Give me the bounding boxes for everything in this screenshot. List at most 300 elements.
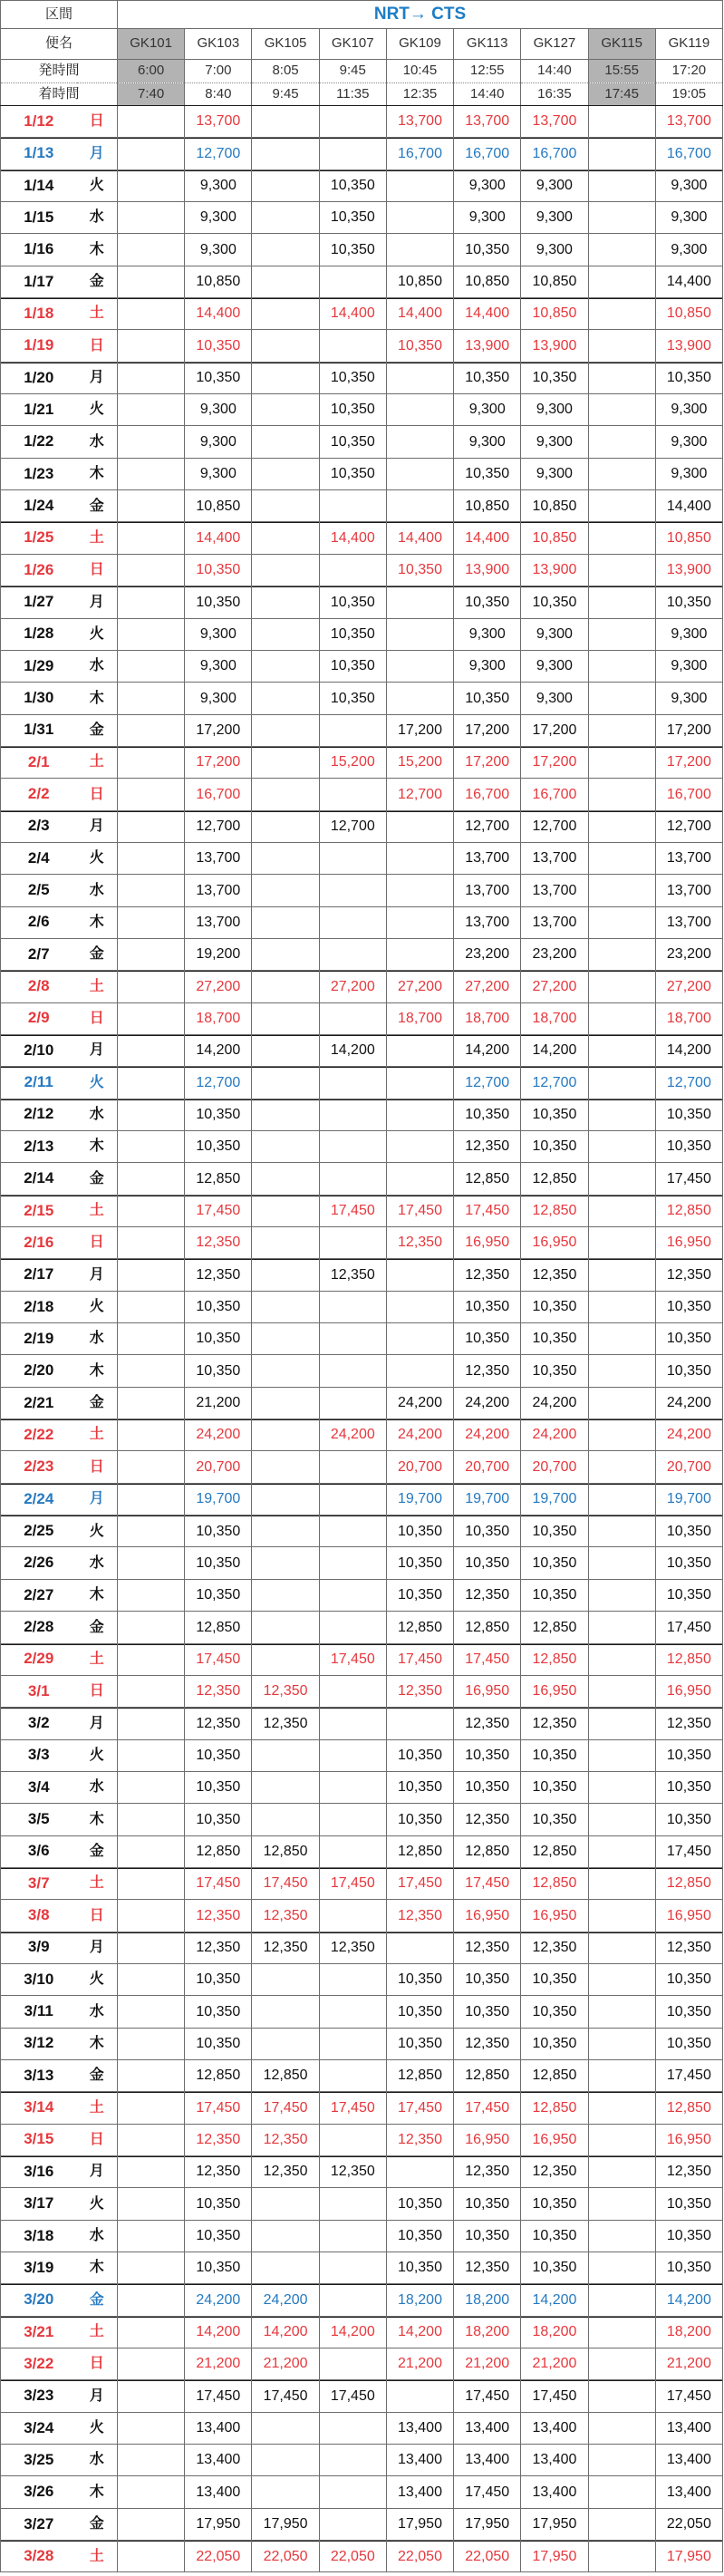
fare-cell-gk113: 12,350 <box>454 2156 521 2188</box>
fare-cell-gk103: 14,200 <box>185 2316 252 2348</box>
fare-cell-gk107: 10,350 <box>319 362 386 393</box>
fare-row <box>1 779 723 810</box>
fare-cell-gk105 <box>252 394 319 426</box>
fare-cell-gk101 <box>118 683 185 714</box>
fare-cell-gk101 <box>118 2508 185 2540</box>
fare-cell-gk127: 21,200 <box>521 2348 588 2380</box>
fare-row <box>1 1259 723 1291</box>
date-cell: 1/25 <box>1 522 77 554</box>
fare-cell-gk101 <box>118 330 185 362</box>
fare-cell-gk113: 10,350 <box>454 1963 521 1995</box>
fare-cell-gk113: 13,700 <box>454 842 521 874</box>
fare-cell-gk127: 16,700 <box>521 779 588 810</box>
fare-cell-gk119: 24,200 <box>655 1419 722 1451</box>
date-cell: 1/22 <box>1 426 77 458</box>
fare-cell-gk107 <box>319 1675 386 1707</box>
fare-cell-gk115 <box>588 1867 655 1899</box>
fare-cell-gk119: 12,850 <box>655 1867 722 1899</box>
fare-cell-gk107 <box>319 875 386 906</box>
fare-cell-gk103: 12,350 <box>185 1227 252 1259</box>
fare-cell-gk127: 23,200 <box>521 938 588 970</box>
arrival-time-gk101: 7:40 <box>118 83 185 106</box>
fare-cell-gk115 <box>588 1387 655 1419</box>
fare-cell-gk119: 16,950 <box>655 1227 722 1259</box>
fare-cell-gk109 <box>386 938 453 970</box>
fare-cell-gk109: 10,350 <box>386 2252 453 2284</box>
flight-number-gk115: GK115 <box>588 29 655 60</box>
weekday-cell: 土 <box>77 2316 118 2348</box>
fare-cell-gk105: 24,200 <box>252 2284 319 2316</box>
fare-cell-gk109: 12,350 <box>386 2124 453 2155</box>
fare-cell-gk107: 15,200 <box>319 746 386 778</box>
fare-cell-gk109: 20,700 <box>386 1451 453 1483</box>
fare-cell-gk105 <box>252 1963 319 1995</box>
fare-cell-gk107: 10,350 <box>319 394 386 426</box>
fare-cell-gk107 <box>319 2188 386 2220</box>
weekday-cell: 火 <box>77 1516 118 1547</box>
fare-cell-gk119: 10,350 <box>655 1771 722 1803</box>
fare-cell-gk109: 13,400 <box>386 2412 453 2444</box>
date-cell: 3/8 <box>1 1900 77 1932</box>
fare-cell-gk115 <box>588 1483 655 1515</box>
fare-cell-gk119: 13,700 <box>655 875 722 906</box>
fare-cell-gk115 <box>588 2476 655 2508</box>
fare-cell-gk115 <box>588 2508 655 2540</box>
fare-cell-gk107 <box>319 1516 386 1547</box>
fare-cell-gk115 <box>588 522 655 554</box>
fare-cell-gk101 <box>118 875 185 906</box>
fare-row <box>1 2284 723 2316</box>
fare-cell-gk107: 10,350 <box>319 650 386 682</box>
fare-row <box>1 938 723 970</box>
fare-cell-gk101 <box>118 362 185 393</box>
weekday-cell: 月 <box>77 1708 118 1739</box>
date-cell: 1/15 <box>1 202 77 234</box>
fare-row <box>1 1547 723 1579</box>
fare-cell-gk105 <box>252 106 319 138</box>
fare-row <box>1 650 723 682</box>
date-cell: 3/7 <box>1 1867 77 1899</box>
fare-row <box>1 2252 723 2284</box>
fare-cell-gk107 <box>319 714 386 746</box>
fare-cell-gk113: 14,200 <box>454 1034 521 1066</box>
fare-cell-gk109: 10,350 <box>386 2028 453 2059</box>
fare-cell-gk119: 10,350 <box>655 1963 722 1995</box>
fare-cell-gk113: 10,350 <box>454 683 521 714</box>
fare-cell-gk103: 10,350 <box>185 1739 252 1771</box>
weekday-cell: 日 <box>77 106 118 138</box>
fare-cell-gk109: 13,700 <box>386 106 453 138</box>
fare-cell-gk105 <box>252 1227 319 1259</box>
fare-cell-gk127: 10,350 <box>521 1771 588 1803</box>
weekday-cell: 日 <box>77 554 118 586</box>
fare-cell-gk107 <box>319 1612 386 1643</box>
fare-cell-gk119: 10,350 <box>655 1099 722 1130</box>
fare-cell-gk109: 22,050 <box>386 2541 453 2572</box>
flight-number-gk107: GK107 <box>319 29 386 60</box>
fare-cell-gk119: 17,450 <box>655 2059 722 2091</box>
fare-cell-gk127: 12,700 <box>521 1067 588 1099</box>
flight-number-gk105: GK105 <box>252 29 319 60</box>
fare-cell-gk103: 10,350 <box>185 1516 252 1547</box>
fare-cell-gk107 <box>319 490 386 522</box>
fare-cell-gk101 <box>118 1739 185 1771</box>
fare-cell-gk127: 12,850 <box>521 2092 588 2124</box>
fare-cell-gk107: 22,050 <box>319 2541 386 2572</box>
fare-cell-gk101 <box>118 2284 185 2316</box>
fare-cell-gk101 <box>118 1708 185 1739</box>
date-cell: 3/14 <box>1 2092 77 2124</box>
fare-cell-gk107 <box>319 1163 386 1195</box>
fare-cell-gk113: 9,300 <box>454 618 521 650</box>
fare-cell-gk103: 12,350 <box>185 1932 252 1963</box>
fare-table-header <box>1 1 723 106</box>
fare-cell-gk127: 9,300 <box>521 650 588 682</box>
fare-cell-gk107 <box>319 2284 386 2316</box>
fare-cell-gk119: 17,950 <box>655 2541 722 2572</box>
fare-cell-gk101 <box>118 490 185 522</box>
fare-cell-gk119: 14,200 <box>655 2284 722 2316</box>
fare-cell-gk107 <box>319 1963 386 1995</box>
fare-cell-gk119: 9,300 <box>655 234 722 266</box>
fare-cell-gk109 <box>386 234 453 266</box>
fare-cell-gk101 <box>118 2348 185 2380</box>
fare-cell-gk107 <box>319 1804 386 1835</box>
fare-row <box>1 618 723 650</box>
fare-cell-gk107 <box>319 138 386 169</box>
fare-cell-gk127: 10,850 <box>521 298 588 330</box>
fare-cell-gk119: 17,200 <box>655 714 722 746</box>
fare-cell-gk109: 13,400 <box>386 2445 453 2476</box>
fare-cell-gk105 <box>252 1291 319 1322</box>
weekday-cell: 金 <box>77 938 118 970</box>
date-cell: 2/15 <box>1 1195 77 1226</box>
fare-cell-gk105 <box>252 2188 319 2220</box>
fare-cell-gk127: 16,950 <box>521 2124 588 2155</box>
fare-cell-gk109 <box>386 1163 453 1195</box>
fare-cell-gk127: 12,350 <box>521 2156 588 2188</box>
fare-cell-gk107 <box>319 2476 386 2508</box>
date-cell: 3/6 <box>1 1835 77 1867</box>
fare-cell-gk119: 27,200 <box>655 971 722 1002</box>
fare-cell-gk115 <box>588 1227 655 1259</box>
fare-cell-gk119: 10,350 <box>655 2220 722 2252</box>
fare-cell-gk119: 12,350 <box>655 2156 722 2188</box>
fare-cell-gk107 <box>319 2028 386 2059</box>
fare-cell-gk113: 13,400 <box>454 2445 521 2476</box>
fare-cell-gk107: 24,200 <box>319 1419 386 1451</box>
fare-cell-gk109 <box>386 169 453 201</box>
fare-cell-gk105: 12,350 <box>252 1708 319 1739</box>
fare-cell-gk109: 10,350 <box>386 1547 453 1579</box>
fare-cell-gk119: 10,350 <box>655 586 722 618</box>
fare-cell-gk105 <box>252 138 319 169</box>
fare-cell-gk103: 10,350 <box>185 1996 252 2028</box>
departure-time-gk119: 17:20 <box>655 60 722 83</box>
fare-cell-gk115 <box>588 1002 655 1034</box>
date-cell: 2/2 <box>1 779 77 810</box>
fare-cell-gk127: 20,700 <box>521 1451 588 1483</box>
fare-cell-gk127: 18,700 <box>521 1002 588 1034</box>
fare-cell-gk127: 13,400 <box>521 2476 588 2508</box>
fare-cell-gk127: 13,700 <box>521 906 588 938</box>
fare-cell-gk107: 17,450 <box>319 1867 386 1899</box>
fare-cell-gk107: 10,350 <box>319 458 386 489</box>
departure-time-gk101: 6:00 <box>118 60 185 83</box>
fare-cell-gk109 <box>386 1259 453 1291</box>
fare-cell-gk103: 12,350 <box>185 2156 252 2188</box>
date-cell: 2/28 <box>1 1612 77 1643</box>
fare-cell-gk107 <box>319 330 386 362</box>
fare-row <box>1 2476 723 2508</box>
fare-cell-gk105 <box>252 746 319 778</box>
flight-number-label: 便名 <box>1 29 118 60</box>
fare-cell-gk113: 9,300 <box>454 426 521 458</box>
fare-cell-gk113: 14,400 <box>454 522 521 554</box>
fare-cell-gk109 <box>386 683 453 714</box>
fare-cell-gk115 <box>588 2188 655 2220</box>
fare-cell-gk103: 10,350 <box>185 1547 252 1579</box>
fare-row <box>1 2092 723 2124</box>
weekday-cell: 土 <box>77 2541 118 2572</box>
fare-cell-gk103: 12,850 <box>185 1612 252 1643</box>
fare-cell-gk103: 9,300 <box>185 394 252 426</box>
fare-cell-gk109: 17,950 <box>386 2508 453 2540</box>
weekday-cell: 水 <box>77 1323 118 1355</box>
fare-cell-gk113: 12,850 <box>454 1163 521 1195</box>
fare-cell-gk113: 10,350 <box>454 234 521 266</box>
fare-cell-gk107: 12,350 <box>319 1932 386 1963</box>
fare-cell-gk127: 9,300 <box>521 234 588 266</box>
fare-cell-gk103: 16,700 <box>185 779 252 810</box>
date-cell: 3/1 <box>1 1675 77 1707</box>
flight-number-gk119: GK119 <box>655 29 722 60</box>
fare-cell-gk115 <box>588 714 655 746</box>
fare-cell-gk113: 16,950 <box>454 1227 521 1259</box>
date-cell: 2/10 <box>1 1034 77 1066</box>
fare-row <box>1 875 723 906</box>
fare-cell-gk109 <box>386 1323 453 1355</box>
fare-cell-gk103: 10,350 <box>185 1099 252 1130</box>
date-cell: 2/11 <box>1 1067 77 1099</box>
fare-row <box>1 1195 723 1226</box>
fare-cell-gk113: 12,850 <box>454 2059 521 2091</box>
fare-row <box>1 490 723 522</box>
fare-cell-gk101 <box>118 810 185 842</box>
fare-cell-gk101 <box>118 1002 185 1034</box>
fare-cell-gk107: 10,350 <box>319 618 386 650</box>
fare-cell-gk107 <box>319 1227 386 1259</box>
fare-cell-gk127: 12,350 <box>521 1259 588 1291</box>
weekday-cell: 木 <box>77 458 118 489</box>
fare-cell-gk115 <box>588 330 655 362</box>
fare-cell-gk109 <box>386 906 453 938</box>
fare-cell-gk105: 17,450 <box>252 1867 319 1899</box>
fare-cell-gk101 <box>118 169 185 201</box>
fare-cell-gk101 <box>118 2188 185 2220</box>
fare-cell-gk107 <box>319 1387 386 1419</box>
fare-cell-gk103: 10,350 <box>185 1579 252 1611</box>
fare-cell-gk103: 21,200 <box>185 2348 252 2380</box>
fare-cell-gk113: 10,350 <box>454 1323 521 1355</box>
fare-cell-gk127: 10,850 <box>521 266 588 297</box>
fare-cell-gk101 <box>118 106 185 138</box>
fare-cell-gk103: 13,700 <box>185 875 252 906</box>
fare-cell-gk113: 10,350 <box>454 458 521 489</box>
fare-cell-gk105: 17,950 <box>252 2508 319 2540</box>
fare-cell-gk113: 12,350 <box>454 1131 521 1163</box>
flight-number-row <box>1 29 723 60</box>
fare-cell-gk127: 27,200 <box>521 971 588 1002</box>
fare-cell-gk113: 12,350 <box>454 2028 521 2059</box>
weekday-cell: 水 <box>77 650 118 682</box>
date-cell: 1/24 <box>1 490 77 522</box>
fare-cell-gk109: 12,350 <box>386 1227 453 1259</box>
fare-cell-gk119: 12,350 <box>655 1932 722 1963</box>
weekday-cell: 木 <box>77 1804 118 1835</box>
fare-row <box>1 234 723 266</box>
fare-row <box>1 1451 723 1483</box>
fare-cell-gk119: 17,450 <box>655 2380 722 2412</box>
weekday-cell: 日 <box>77 1227 118 1259</box>
fare-cell-gk101 <box>118 2541 185 2572</box>
fare-cell-gk113: 17,450 <box>454 2092 521 2124</box>
fare-cell-gk107: 14,200 <box>319 1034 386 1066</box>
departure-time-gk115: 15:55 <box>588 60 655 83</box>
weekday-cell: 土 <box>77 1419 118 1451</box>
fare-cell-gk101 <box>118 746 185 778</box>
weekday-cell: 月 <box>77 138 118 169</box>
fare-cell-gk101 <box>118 1612 185 1643</box>
fare-cell-gk113: 9,300 <box>454 650 521 682</box>
weekday-cell: 木 <box>77 1131 118 1163</box>
fare-row <box>1 906 723 938</box>
date-cell: 3/20 <box>1 2284 77 2316</box>
fare-cell-gk127: 10,850 <box>521 522 588 554</box>
fare-cell-gk103: 9,300 <box>185 650 252 682</box>
fare-cell-gk105: 12,350 <box>252 1932 319 1963</box>
fare-cell-gk107 <box>319 2220 386 2252</box>
weekday-cell: 金 <box>77 714 118 746</box>
fare-row <box>1 1579 723 1611</box>
fare-cell-gk101 <box>118 714 185 746</box>
fare-cell-gk115 <box>588 1259 655 1291</box>
fare-row <box>1 2059 723 2091</box>
fare-cell-gk103: 10,350 <box>185 362 252 393</box>
fare-cell-gk119: 10,350 <box>655 1547 722 1579</box>
fare-cell-gk105 <box>252 1451 319 1483</box>
fare-cell-gk119: 13,400 <box>655 2445 722 2476</box>
fare-cell-gk107: 10,350 <box>319 683 386 714</box>
weekday-cell: 水 <box>77 875 118 906</box>
weekday-cell: 火 <box>77 1291 118 1322</box>
fare-cell-gk105 <box>252 683 319 714</box>
fare-cell-gk101 <box>118 522 185 554</box>
fare-cell-gk119: 12,700 <box>655 810 722 842</box>
fare-cell-gk119: 12,850 <box>655 2092 722 2124</box>
fare-cell-gk115 <box>588 875 655 906</box>
weekday-cell: 月 <box>77 586 118 618</box>
fare-cell-gk109: 10,350 <box>386 1804 453 1835</box>
fare-cell-gk107: 10,350 <box>319 169 386 201</box>
fare-cell-gk119: 13,400 <box>655 2412 722 2444</box>
departure-time-gk109: 10:45 <box>386 60 453 83</box>
fare-cell-gk101 <box>118 1643 185 1675</box>
departure-time-gk127: 14:40 <box>521 60 588 83</box>
fare-cell-gk103: 9,300 <box>185 618 252 650</box>
fare-cell-gk103: 13,700 <box>185 906 252 938</box>
fare-cell-gk115 <box>588 1739 655 1771</box>
fare-cell-gk101 <box>118 2476 185 2508</box>
date-cell: 2/18 <box>1 1291 77 1322</box>
fare-cell-gk115 <box>588 1034 655 1066</box>
fare-cell-gk119: 12,700 <box>655 1067 722 1099</box>
fare-row <box>1 1996 723 2028</box>
fare-row <box>1 1612 723 1643</box>
fare-cell-gk105 <box>252 1547 319 1579</box>
fare-cell-gk115 <box>588 106 655 138</box>
fare-cell-gk103: 17,450 <box>185 1643 252 1675</box>
date-cell: 2/20 <box>1 1355 77 1387</box>
fare-cell-gk127: 16,700 <box>521 138 588 169</box>
fare-cell-gk109 <box>386 586 453 618</box>
weekday-cell: 火 <box>77 618 118 650</box>
fare-cell-gk105 <box>252 618 319 650</box>
fare-cell-gk119: 10,350 <box>655 1996 722 2028</box>
fare-cell-gk119: 20,700 <box>655 1451 722 1483</box>
date-cell: 1/28 <box>1 618 77 650</box>
weekday-cell: 日 <box>77 779 118 810</box>
fare-row <box>1 2220 723 2252</box>
fare-cell-gk105 <box>252 842 319 874</box>
fare-cell-gk127: 12,350 <box>521 1932 588 1963</box>
weekday-cell: 木 <box>77 1355 118 1387</box>
fare-cell-gk127: 12,350 <box>521 1708 588 1739</box>
fare-cell-gk107 <box>319 266 386 297</box>
fare-cell-gk103: 27,200 <box>185 971 252 1002</box>
fare-cell-gk113: 12,350 <box>454 1579 521 1611</box>
date-cell: 1/14 <box>1 169 77 201</box>
fare-row <box>1 1323 723 1355</box>
fare-cell-gk105 <box>252 1387 319 1419</box>
fare-cell-gk119: 22,050 <box>655 2508 722 2540</box>
fare-cell-gk107 <box>319 1131 386 1163</box>
fare-cell-gk105 <box>252 1323 319 1355</box>
fare-cell-gk107: 17,450 <box>319 1643 386 1675</box>
fare-cell-gk119: 16,700 <box>655 138 722 169</box>
fare-cell-gk109: 18,200 <box>386 2284 453 2316</box>
date-cell: 3/22 <box>1 2348 77 2380</box>
fare-cell-gk119: 17,450 <box>655 1163 722 1195</box>
fare-cell-gk127: 10,350 <box>521 1547 588 1579</box>
fare-cell-gk113: 18,200 <box>454 2284 521 2316</box>
fare-cell-gk109 <box>386 810 453 842</box>
date-cell: 1/26 <box>1 554 77 586</box>
fare-cell-gk101 <box>118 394 185 426</box>
weekday-cell: 日 <box>77 2124 118 2155</box>
fare-cell-gk103: 24,200 <box>185 2284 252 2316</box>
fare-cell-gk109: 17,450 <box>386 1195 453 1226</box>
fare-cell-gk105 <box>252 1483 319 1515</box>
fare-cell-gk113: 10,350 <box>454 2220 521 2252</box>
fare-row <box>1 2316 723 2348</box>
fare-cell-gk127: 17,950 <box>521 2508 588 2540</box>
fare-cell-gk101 <box>118 2059 185 2091</box>
fare-cell-gk113: 10,350 <box>454 1291 521 1322</box>
fare-row <box>1 2028 723 2059</box>
fare-cell-gk113: 16,700 <box>454 138 521 169</box>
fare-cell-gk105 <box>252 522 319 554</box>
